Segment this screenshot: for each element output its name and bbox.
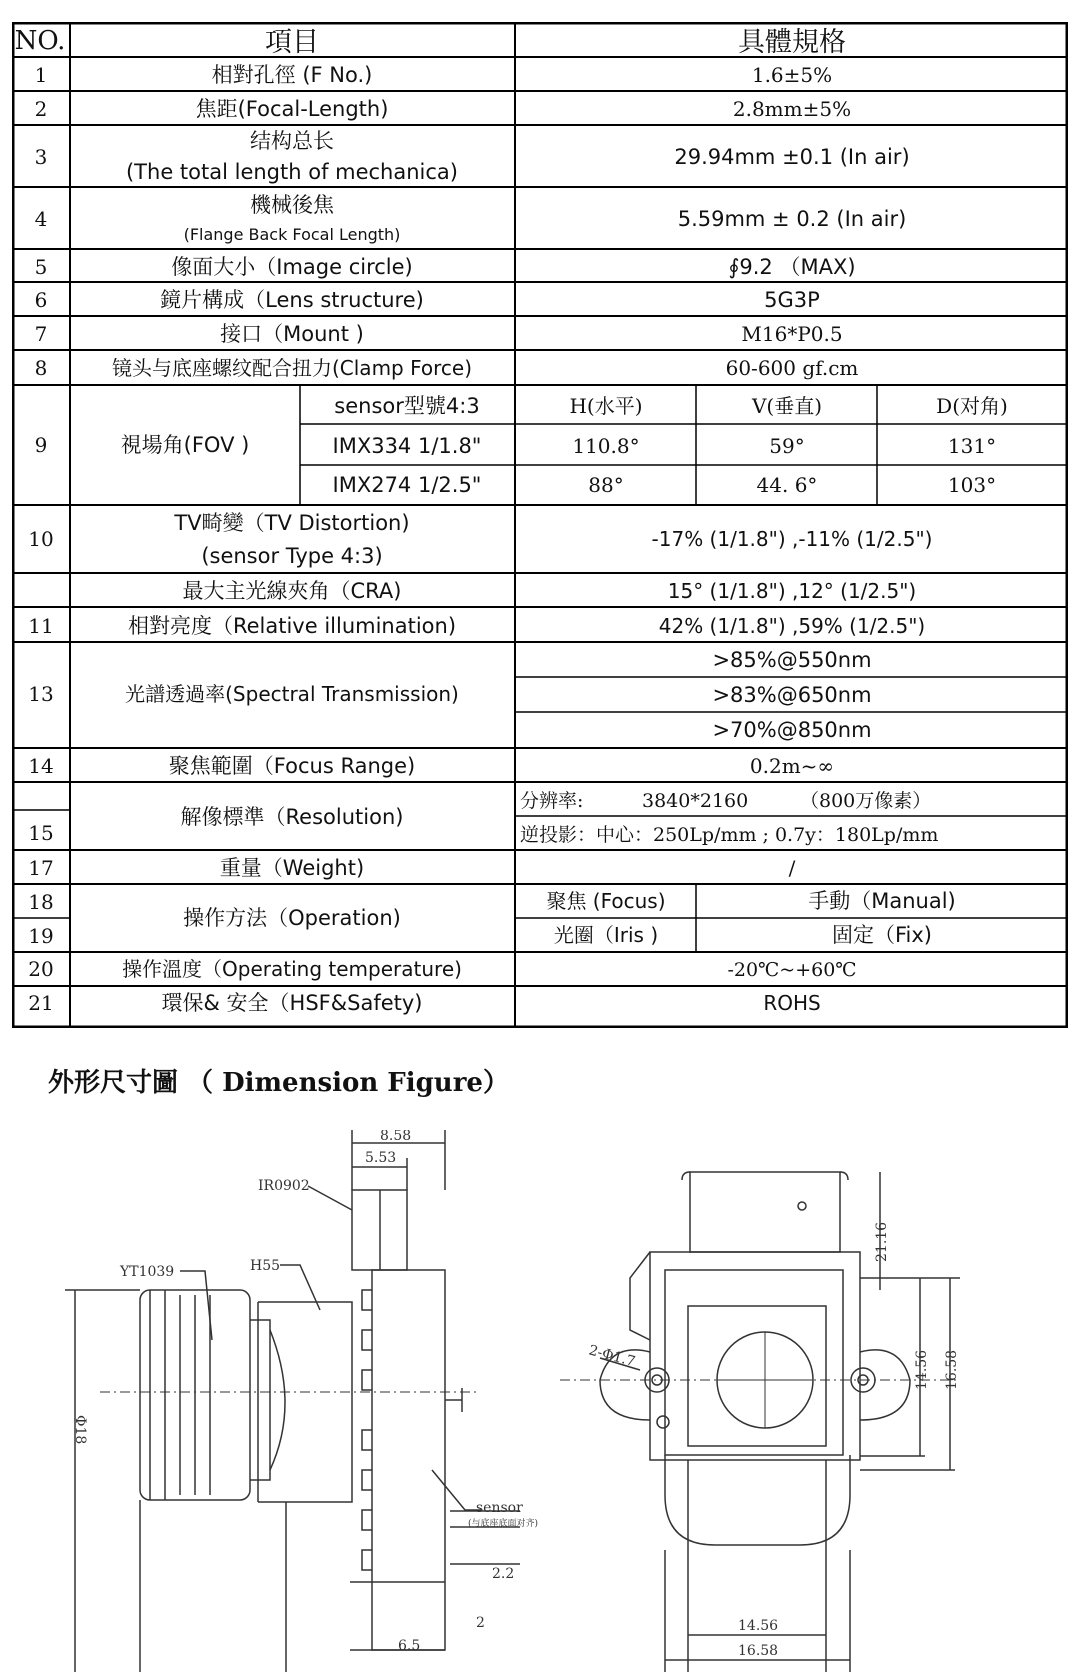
row-21-value: ROHS [763, 991, 821, 1015]
row-cra-item: 最大主光線夾角（CRA) [182, 579, 402, 603]
dim-phi18: Φ18 [72, 1415, 88, 1445]
header-no: NO. [14, 26, 66, 56]
fov-h-2: 88° [588, 473, 624, 497]
focus-value: 手動（Manual) [808, 889, 956, 913]
iris-label: 光圈（Iris ) [553, 923, 659, 947]
row-1-item: 相對孔徑 (F No.) [211, 63, 373, 87]
fov-sensor-header: sensor型號4:3 [334, 394, 480, 418]
row-17-item: 重量（Weight) [219, 856, 365, 880]
row-14-no: 14 [28, 754, 54, 778]
dim-858: 8.58 [380, 1130, 412, 1144]
row-7-item: 接口（Mount ) [220, 322, 364, 346]
row-2-item: 焦距(Focal-Length) [195, 97, 389, 121]
row-13-item: 光譜透過率(Spectral Transmission) [125, 682, 459, 706]
row-2-no: 2 [34, 97, 48, 121]
label-sensor: sensor [476, 1500, 523, 1516]
row-10-no: 10 [28, 527, 54, 551]
row-3-no: 3 [34, 145, 48, 169]
dim-22: 2.2 [492, 1566, 515, 1582]
row-20-no: 20 [28, 957, 54, 981]
row-6-no: 6 [34, 288, 48, 312]
row-14-value: 0.2m~∞ [749, 754, 835, 778]
row-14-item: 聚焦範圍（Focus Range) [168, 754, 416, 778]
row-8-value: 60-600 gf.cm [725, 356, 859, 380]
row-19-no: 19 [28, 924, 54, 948]
row-20-item: 操作溫度（Operating temperature) [122, 957, 462, 981]
dim-1658-horizontal: 16.58 [738, 1643, 779, 1659]
focus-label: 聚焦 (Focus) [546, 889, 666, 913]
row-21-item: 環保& 安全（HSF&Safety) [161, 991, 423, 1015]
fov-v-2: 44. 6° [756, 473, 818, 497]
row-5-value: ∮9.2 （MAX) [728, 255, 856, 279]
row-11-item: 相對亮度（Relative illumination) [127, 614, 457, 638]
row-13-value-1: >85%@550nm [712, 648, 872, 672]
resolution-backprojection: 逆投影：中心：250Lp/mm ; 0.7y：180Lp/mm [520, 824, 939, 846]
resolution-value: 3840*2160 [642, 790, 749, 812]
row-20-value: -20℃~+60℃ [727, 959, 857, 981]
spec-table [12, 22, 1068, 1028]
label-ir0902: IR0902 [258, 1178, 310, 1194]
row-9-item: 視場角(FOV ) [120, 433, 250, 457]
dim-2116: 21.16 [874, 1221, 890, 1262]
row-5-no: 5 [34, 255, 48, 279]
row-13-no: 13 [28, 682, 54, 706]
label-sensor-note: (与底座底面对齐) [468, 1519, 539, 1529]
row-3-item-line2: (The total length of mechanica) [125, 160, 459, 184]
row-4-value: 5.59mm ± 0.2 (In air) [677, 207, 907, 231]
row-3-item-line1: 结构总长 [250, 129, 334, 153]
dim-1658-vertical: 16.58 [944, 1349, 960, 1390]
fov-sensor-1: IMX334 1/1.8" [332, 434, 482, 458]
fov-sensor-2: IMX274 1/2.5" [332, 473, 482, 497]
row-18-no: 18 [28, 890, 54, 914]
row-18-item: 操作方法（Operation) [183, 906, 401, 930]
row-cra-value: 15° (1/1.8") ,12° (1/2.5") [667, 579, 917, 603]
row-8-item: 镜头与底座螺纹配合扭力(Clamp Force) [111, 356, 473, 380]
dim-553: 5.53 [365, 1150, 397, 1166]
dim-1456-vertical: 14.56 [914, 1349, 930, 1390]
label-yt1039: YT1039 [120, 1264, 175, 1280]
row-4-no: 4 [34, 207, 48, 231]
row-13-value-2: >83%@650nm [712, 683, 872, 707]
resolution-note: （800万像素） [800, 790, 932, 812]
row-6-item: 鏡片構成（Lens structure) [160, 288, 424, 312]
row-2-value: 2.8mm±5% [732, 97, 852, 121]
iris-value: 固定（Fix) [831, 923, 933, 947]
row-10-item-line1: TV畸變（TV Distortion) [174, 511, 410, 535]
row-7-value: M16*P0.5 [741, 322, 843, 346]
row-11-no: 11 [28, 614, 54, 638]
fov-v-1: 59° [769, 434, 805, 458]
row-7-no: 7 [34, 322, 48, 346]
fov-v-header: V(垂直) [751, 394, 823, 418]
label-h55: H55 [250, 1258, 281, 1274]
fov-d-1: 131° [947, 434, 997, 458]
row-10-item-line2: (sensor Type 4:3) [201, 544, 383, 568]
fov-d-header: D(对角) [936, 394, 1008, 418]
row-9-no: 9 [34, 433, 48, 457]
fov-h-1: 110.8° [572, 434, 640, 458]
dim-2: 2 [476, 1615, 485, 1631]
label-hole: 2-Φ1.7 [586, 1342, 637, 1371]
row-6-value: 5G3P [764, 288, 820, 312]
header-spec: 具體規格 [738, 27, 846, 58]
row-1-value: 1.6±5% [751, 63, 833, 87]
row-4-item-line2: (Flange Back Focal Length) [183, 225, 401, 244]
row-17-value: / [788, 856, 796, 880]
row-5-item: 像面大小（Image circle) [171, 255, 413, 279]
fov-h-header: H(水平) [569, 394, 643, 418]
row-11-value: 42% (1/1.8") ,59% (1/2.5") [658, 614, 926, 638]
row-3-value: 29.94mm ±0.1 (In air) [674, 145, 910, 169]
row-15-item: 解像標準（Resolution) [180, 805, 404, 829]
row-10-value: -17% (1/1.8") ,-11% (1/2.5") [651, 527, 933, 551]
row-4-item-line1: 機械後焦 [250, 193, 334, 217]
dimension-heading: 外形尺寸圖 （ Dimension Figure） [48, 1068, 509, 1098]
dim-1456-horizontal: 14.56 [738, 1618, 779, 1634]
row-1-no: 1 [34, 63, 48, 87]
dimension-drawing [0, 1130, 1080, 1672]
row-17-no: 17 [28, 856, 54, 880]
dim-65: 6.5 [398, 1638, 421, 1654]
row-8-no: 8 [34, 356, 48, 380]
resolution-label: 分辨率: [520, 790, 584, 812]
row-13-value-3: >70%@850nm [712, 718, 872, 742]
header-item: 項目 [265, 27, 319, 58]
fov-d-2: 103° [947, 473, 997, 497]
row-15-no: 15 [28, 821, 54, 845]
row-21-no: 21 [28, 991, 54, 1015]
